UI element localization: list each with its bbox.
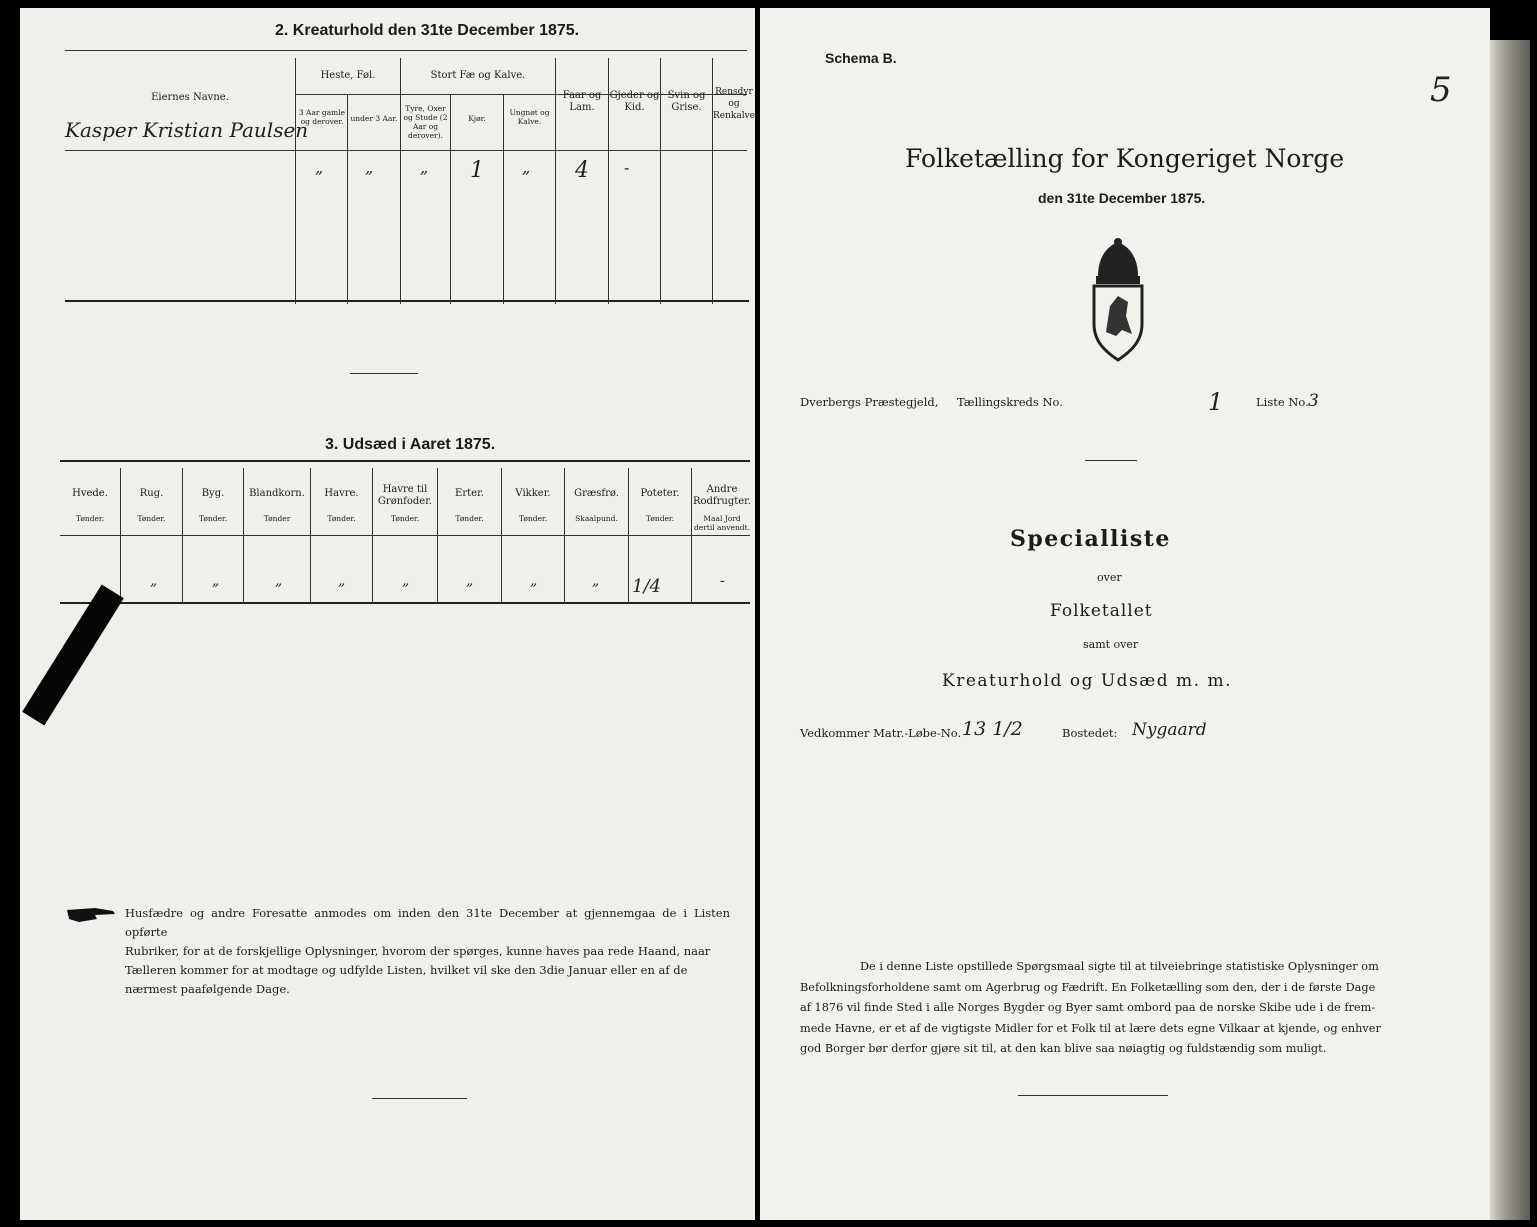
folketallet-label: Folketallet <box>1050 601 1153 621</box>
footer-line: mede Havne, er et af de vigtigste Midler for et Folk til at lære dets egne Vilkaar at kjende, og enhver <box>800 1021 1381 1035</box>
notice-line: Tælleren kommer for at modtage og udfylde Listen, hvilket vil ske den 3die Januar eller en af de <box>125 963 688 977</box>
list-value: 3 <box>1308 391 1319 411</box>
left-page <box>20 8 758 1220</box>
special-title: Specialliste <box>1010 526 1171 552</box>
over-label: over <box>1097 571 1122 584</box>
col3-name: Rug. <box>139 488 164 499</box>
col3-name: Blandkorn. <box>249 488 305 499</box>
col3-name: Havre. <box>324 488 359 499</box>
row3-value: „ <box>592 573 600 589</box>
row3-value: „ <box>212 573 220 589</box>
row3-value: - <box>720 573 725 589</box>
row2-value: „ <box>365 158 374 177</box>
owner-name: Kasper Kristian Paulsen <box>65 118 309 142</box>
col-horses-under3: under 3 Aar. <box>350 114 398 123</box>
row3-value: „ <box>150 573 158 589</box>
row2-value: 1 <box>470 158 484 183</box>
schema-label: Schema B. <box>825 50 897 66</box>
horses-group-header: Heste, Føl. <box>320 70 376 81</box>
col3-unit: Tønder <box>263 514 291 523</box>
owner-column-header: Eiernes Navne. <box>151 92 229 103</box>
notice-line: Rubriker, for at de forskjellige Oplysninger, hvorom der spørges, kunne haves paa rede Haand, naar <box>125 944 711 958</box>
row3-value: „ <box>338 573 346 589</box>
samt-over-label: samt over <box>1083 638 1139 651</box>
col3-unit: Tønder. <box>75 514 105 523</box>
row2-value: „ <box>522 158 531 177</box>
footer-line: af 1876 vil finde Sted i alle Norges Bygder og Byer samt ombord paa de norske Skibe ude i de frem- <box>800 1001 1376 1014</box>
pointing-hand-icon <box>65 902 117 924</box>
col3-unit: Tønder. <box>455 514 484 523</box>
col3-name: Erter. <box>455 488 484 499</box>
row2-value: - <box>624 158 630 177</box>
col3-name: Græsfrø. <box>574 488 619 499</box>
right-page <box>760 8 1490 1220</box>
footer-line: De i denne Liste opstillede Spørgsmaal sigte til at tilveiebringe statistiske Oplysninger om <box>860 960 1379 973</box>
col3-unit: Skaalpund. <box>575 514 618 523</box>
col3-name: Vikker. <box>515 488 551 499</box>
cattle-group-header: Stort Fæ og Kalve. <box>430 70 526 81</box>
col3-name: Havre til Grønfoder. <box>377 484 433 507</box>
list-label: Liste No. <box>1256 395 1309 409</box>
col3-name: Hvede. <box>72 488 108 499</box>
col-goats: Gjeder og Kid. <box>609 90 660 113</box>
title-date: den 31te December 1875. <box>1038 190 1206 206</box>
col-cows: Kjør. <box>468 114 486 123</box>
section3-title: 3. Udsæd i Aaret 1875. <box>325 436 496 453</box>
row2-value: „ <box>315 158 324 177</box>
col3-unit: Tønder. <box>137 514 166 523</box>
col3-name: Byg. <box>201 488 225 499</box>
row3-value: „ <box>466 573 474 589</box>
notice-line: nærmest paafølgende Dage. <box>125 982 290 996</box>
kreatur-label: Kreaturhold og Udsæd m. m. <box>942 671 1233 691</box>
coat-of-arms-icon <box>1088 236 1148 364</box>
col3-unit: Tønder. <box>645 514 675 523</box>
footer-text <box>800 957 1405 1060</box>
col-sheep: Faar og Lam. <box>562 90 602 113</box>
col3-unit: Tønder. <box>518 514 548 523</box>
row3-value: „ <box>402 573 410 589</box>
col3-unit: Tønder. <box>390 514 420 523</box>
footer-line: Befolkningsforholdene samt om Agerbrug og Fædrift. En Folketælling som den, der i de første Dage <box>800 980 1376 994</box>
col-pigs: Svin og Grise. <box>667 90 706 113</box>
matr-label: Vedkommer Matr.-Løbe-No. <box>800 726 962 740</box>
col3-name: Andre Rodfrugter. <box>692 484 752 507</box>
district-value: 1 <box>1208 388 1224 416</box>
matr-value: 13 1/2 <box>962 718 1023 740</box>
book-edge <box>1490 40 1530 1220</box>
bosted-value: Nygaard <box>1132 720 1207 740</box>
page-number: 5 <box>1430 70 1452 110</box>
col3-unit: Maal Jord dertil anvendt. <box>693 514 751 532</box>
col-bulls: Tyre, Oxer og Stude (2 Aar og derover). <box>403 104 448 140</box>
main-title: Folketælling for Kongeriget Norge <box>905 144 1345 173</box>
footer-line: god Borger bør derfor gjøre sit til, at den kan blive saa nøiagtig og fuldstændig som muligt. <box>800 1042 1327 1055</box>
notice-line: Husfædre og andre Foresatte anmodes om inden den 31te December at gjennemgaa de i Listen opførte <box>125 906 730 939</box>
col3-name: Poteter. <box>640 488 680 499</box>
notice-text <box>125 904 730 999</box>
col-young-cattle: Ungnøt og Kalve. <box>509 108 550 126</box>
bosted-label: Bostedet: <box>1062 726 1118 740</box>
col3-unit: Tønder. <box>198 514 228 523</box>
parish-label: Dverbergs Præstegjeld, <box>800 395 939 409</box>
section2-title: 2. Kreaturhold den 31te December 1875. <box>275 22 580 39</box>
col-reindeer: Rensdyr og Renkalve. <box>713 87 758 121</box>
row3-value: „ <box>275 573 283 589</box>
row2-value: „ <box>420 158 429 177</box>
col3-unit: Tønder. <box>327 514 356 523</box>
row3-value: „ <box>530 573 538 589</box>
col-horses-3yr: 3 Aar gamle og derover. <box>298 108 346 126</box>
row2-value: 4 <box>575 158 589 183</box>
district-label: Tællingskreds No. <box>957 395 1063 409</box>
row3-value: 1/4 <box>632 576 661 597</box>
